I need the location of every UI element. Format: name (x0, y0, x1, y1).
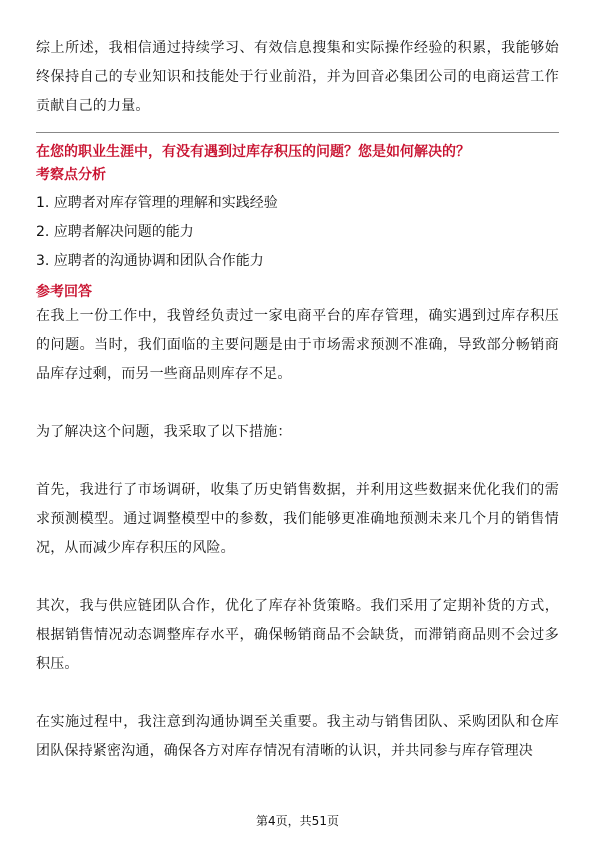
answer-paragraph: 在实施过程中，我注意到沟通协调至关重要。我主动与销售团队、采购团队和仓库团队保持紧密沟通，确保各方对库存情况有清晰的认识，并共同参与库存管理决 (36, 714, 559, 759)
page-content (36, 34, 559, 766)
analysis-point: 3. 应聘者的沟通协调和团队合作能力 (36, 253, 264, 269)
answer-paragraph: 其次，我与供应链团队合作，优化了库存补货策略。我们采用了定期补货的方式，根据销售情况动态调整库存水平，确保畅销商品不会缺货，而滞销商品则不会过多积压。 (36, 598, 559, 672)
answer-paragraph: 首先，我进行了市场调研，收集了历史销售数据，并利用这些数据来优化我们的需求预测模型。通过调整模型中的参数，我们能够更准确地预测未来几个月的销售情况，从而减少库存积压的风险。 (36, 482, 559, 556)
answer-paragraph: 在我上一份工作中，我曾经负责过一家电商平台的库存管理，确实遇到过库存积压的问题。当时，我们面临的主要问题是由于市场需求预测不准确，导致部分畅销商品库存过剩，而另一些商品则库存不足。 (36, 308, 559, 382)
section-divider (36, 132, 559, 133)
question-title: 在您的职业生涯中，有没有遇到过库存积压的问题？您是如何解决的？ (36, 144, 470, 160)
page-number: 第4页，共51页 (256, 814, 339, 828)
analysis-heading: 考察点分析 (36, 167, 106, 183)
analysis-point: 2. 应聘者解决问题的能力 (36, 224, 194, 240)
answer-paragraph: 为了解决这个问题，我采取了以下措施： (36, 424, 292, 440)
intro-paragraph: 综上所述，我相信通过持续学习、有效信息搜集和实际操作经验的积累，我能够始终保持自己的专业知识和技能处于行业前沿，并为回音必集团公司的电商运营工作贡献自己的力量。 (36, 40, 559, 114)
analysis-points (36, 189, 559, 276)
answer-heading: 参考回答 (36, 284, 92, 300)
analysis-point: 1. 应聘者对库存管理的理解和实践经验 (36, 195, 278, 211)
